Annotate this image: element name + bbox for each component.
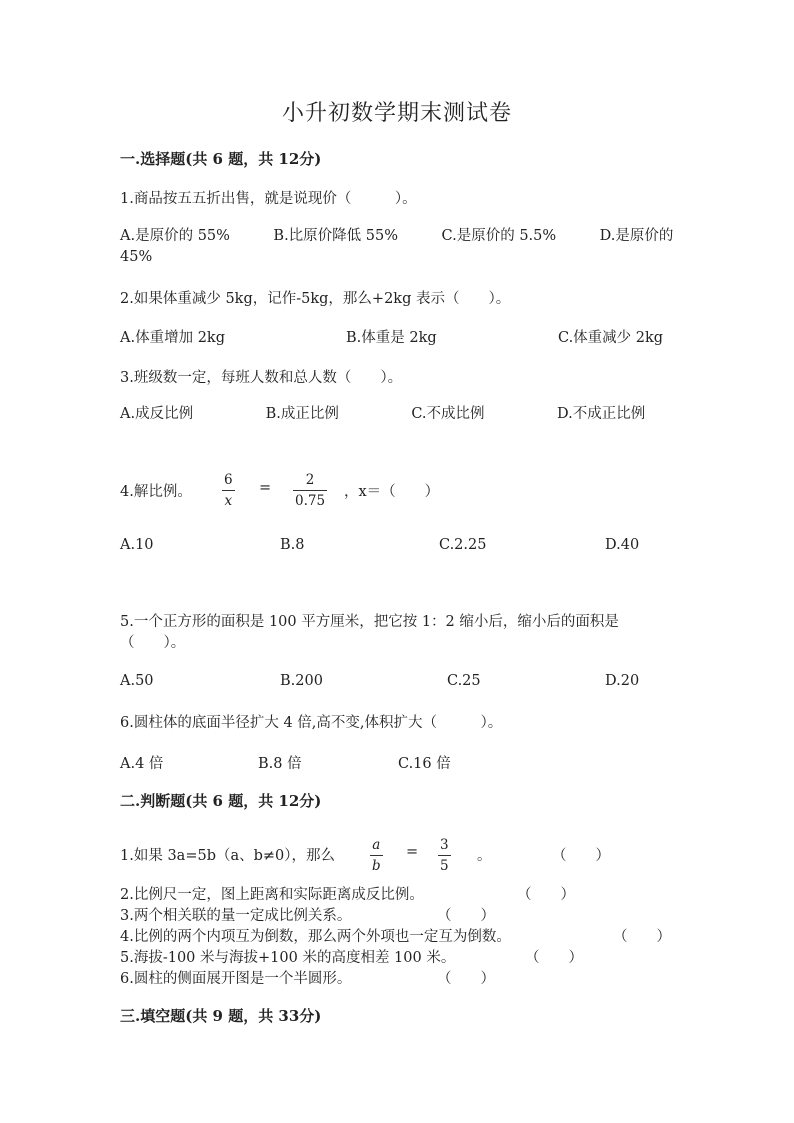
question-4-prefix: 4.解比例。 [120,484,192,500]
equals-sign: = [406,844,419,860]
fraction-6-over-x [222,472,235,509]
option-c: C.2.25 [439,537,487,553]
section-heading-fill-in: 三.填空题(共 9 题，共 33分) [120,1007,322,1025]
fraction-numerator: 6 [224,472,233,488]
fraction-denominator: x [224,493,233,509]
fraction-denominator: 0.75 [295,493,326,509]
option-b: B.200 [280,673,323,689]
answer-blank: （ ） [517,887,575,903]
judgement-3: 3.两个相关联的量一定成比例关系。 [120,908,352,924]
question-1-options: A.是原价的 55% B.比原价降低 55% C.是原价的 5.5% D.是原价的 45% [120,228,674,265]
fraction-numerator: 3 [440,837,449,853]
option-b: B.8 倍 [258,756,302,772]
question-5-stem: 5.一个正方形的面积是 100 平方厘米，把它按 1：2 缩小后，缩小后的面积是（ ）。 [120,614,619,651]
fraction-a-over-b [370,837,383,874]
fraction-denominator: b [372,858,381,874]
option-b: B.8 [280,537,305,553]
fraction-denominator: 5 [440,858,449,874]
judgement-1-period: 。 [477,848,492,864]
question-3-options: A.成反比例 B.成正比例 C.不成比例 D.不成正比例 [120,406,646,422]
question-1-stem: 1.商品按五五折出售，就是说现价（ ）。 [120,191,417,207]
judgement-1-prefix: 1.如果 3a=5b（a、b≠0），那么 [120,848,336,864]
option-a: A.50 [120,673,154,689]
answer-blank: （ ） [437,908,495,924]
question-2-stem: 2.如果体重减少 5kg，记作-5kg，那么+2kg 表示（ ）。 [120,291,511,307]
answer-blank: （ ） [437,971,495,987]
answer-blank: （ ） [525,950,583,966]
fraction-numerator: 2 [305,472,315,488]
option-d: D.20 [605,673,640,689]
judgement-5: 5.海拔-100 米与海拔+100 米的高度相差 100 米。 [120,950,456,966]
option-c: C.16 倍 [398,756,451,772]
judgement-2: 2.比例尺一定，图上距离和实际距离成反比例。 [120,887,424,903]
answer-blank: （ ） [613,929,671,945]
answer-blank: （ ） [552,848,610,864]
question-3-stem: 3.班级数一定，每班人数和总人数（ ）。 [120,370,403,386]
section-heading-choice: 一.选择题(共 6 题，共 12分) [120,150,322,168]
option-c: C.25 [447,673,481,689]
page-title: 小升初数学期末测试卷 [281,101,512,126]
fraction-3-over-5 [438,837,451,874]
judgement-4: 4.比例的两个内项互为倒数，那么两个外项也一定互为倒数。 [120,929,511,945]
fraction-2-over-0.75 [293,472,327,509]
option-a: A.10 [120,537,154,553]
judgement-6: 6.圆柱的侧面展开图是一个半圆形。 [120,971,352,987]
option-b: B.体重是 2kg [346,330,437,346]
option-d: D.40 [605,537,640,553]
fraction-numerator: a [372,837,381,853]
option-a: A.4 倍 [120,756,164,772]
option-a: A.体重增加 2kg [120,330,225,346]
option-c: C.体重减少 2kg [558,330,664,346]
section-heading-judgement: 二.判断题(共 6 题，共 12分) [120,792,322,810]
equals-sign: = [259,480,272,496]
question-4-suffix: ，x＝（ ） [344,484,440,500]
question-6-stem: 6.圆柱体的底面半径扩大 4 倍,高不变,体积扩大（ ）。 [120,715,503,731]
